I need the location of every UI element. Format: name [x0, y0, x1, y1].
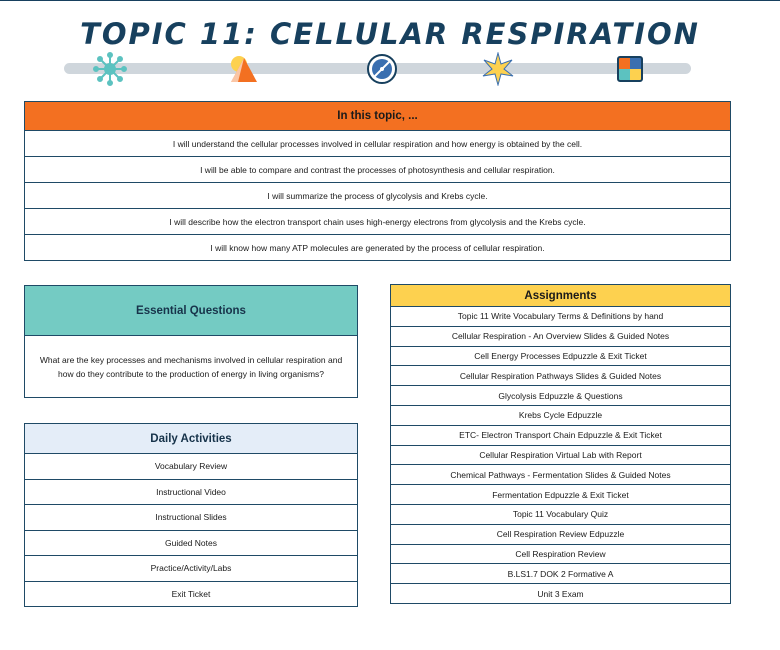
- daily-activity-item: Vocabulary Review: [25, 454, 358, 480]
- assignment-item[interactable]: Cellular Respiration - An Overview Slides & Guided Notes: [391, 326, 731, 346]
- assignments-table: [390, 284, 731, 604]
- cell-network-icon: [93, 52, 127, 86]
- assignment-item[interactable]: Topic 11 Write Vocabulary Terms & Definitions by hand: [391, 307, 731, 327]
- learning-goal-item: I will understand the cellular processes involved in cellular respiration and how energy is obtained by the cell.: [25, 131, 731, 157]
- assignment-item[interactable]: B.LS1.7 DOK 2 Formative A: [391, 564, 731, 584]
- assignment-item[interactable]: ETC- Electron Transport Chain Edpuzzle & Exit Ticket: [391, 425, 731, 445]
- star-burst-icon: [481, 52, 515, 86]
- assignment-item[interactable]: Krebs Cycle Edpuzzle: [391, 405, 731, 425]
- compass-globe-icon: [365, 52, 399, 86]
- assignment-item[interactable]: Cell Respiration Review Edpuzzle: [391, 524, 731, 544]
- assignment-item[interactable]: Cellular Respiration Pathways Slides & Guided Notes: [391, 366, 731, 386]
- daily-activities-heading: Daily Activities: [25, 424, 358, 454]
- assignment-item[interactable]: Topic 11 Vocabulary Quiz: [391, 504, 731, 524]
- daily-activities-table: [24, 423, 358, 607]
- shapes-icon: [227, 52, 261, 86]
- assignment-item[interactable]: Fermentation Edpuzzle & Exit Ticket: [391, 485, 731, 505]
- learning-goal-item: I will be able to compare and contrast the processes of photosynthesis and cellular respiration.: [25, 157, 731, 183]
- assignment-item[interactable]: Cellular Respiration Virtual Lab with Report: [391, 445, 731, 465]
- top-border: [0, 0, 780, 1]
- page-title: TOPIC 11: CELLULAR RESPIRATION: [80, 17, 700, 51]
- learning-goals-table: [24, 101, 731, 261]
- assignment-item[interactable]: Chemical Pathways - Fermentation Slides & Guided Notes: [391, 465, 731, 485]
- assignment-item[interactable]: Cell Energy Processes Edpuzzle & Exit Ticket: [391, 346, 731, 366]
- assignment-item[interactable]: Glycolysis Edpuzzle & Questions: [391, 386, 731, 406]
- learning-goal-item: I will know how many ATP molecules are generated by the process of cellular respiration.: [25, 235, 731, 261]
- daily-activity-item: Guided Notes: [25, 530, 358, 556]
- daily-activity-item: Exit Ticket: [25, 581, 358, 607]
- learning-goal-item: I will summarize the process of glycolysis and Krebs cycle.: [25, 183, 731, 209]
- assignment-item[interactable]: Unit 3 Exam: [391, 584, 731, 604]
- learning-goals-heading: In this topic, ...: [25, 102, 731, 131]
- essential-questions-table: [24, 285, 358, 398]
- daily-activity-item: Practice/Activity/Labs: [25, 556, 358, 582]
- assignment-item[interactable]: Cell Respiration Review: [391, 544, 731, 564]
- essential-question-text: What are the key processes and mechanisms involved in cellular respiration and how do they contribute to the production of energy in living organisms?: [25, 336, 358, 398]
- color-cube-icon: [613, 52, 647, 86]
- essential-questions-heading: Essential Questions: [25, 286, 358, 336]
- daily-activity-item: Instructional Video: [25, 479, 358, 505]
- learning-goal-item: I will describe how the electron transport chain uses high-energy electrons from glycolysis and the Krebs cycle.: [25, 209, 731, 235]
- daily-activity-item: Instructional Slides: [25, 505, 358, 531]
- assignments-heading: Assignments: [391, 285, 731, 307]
